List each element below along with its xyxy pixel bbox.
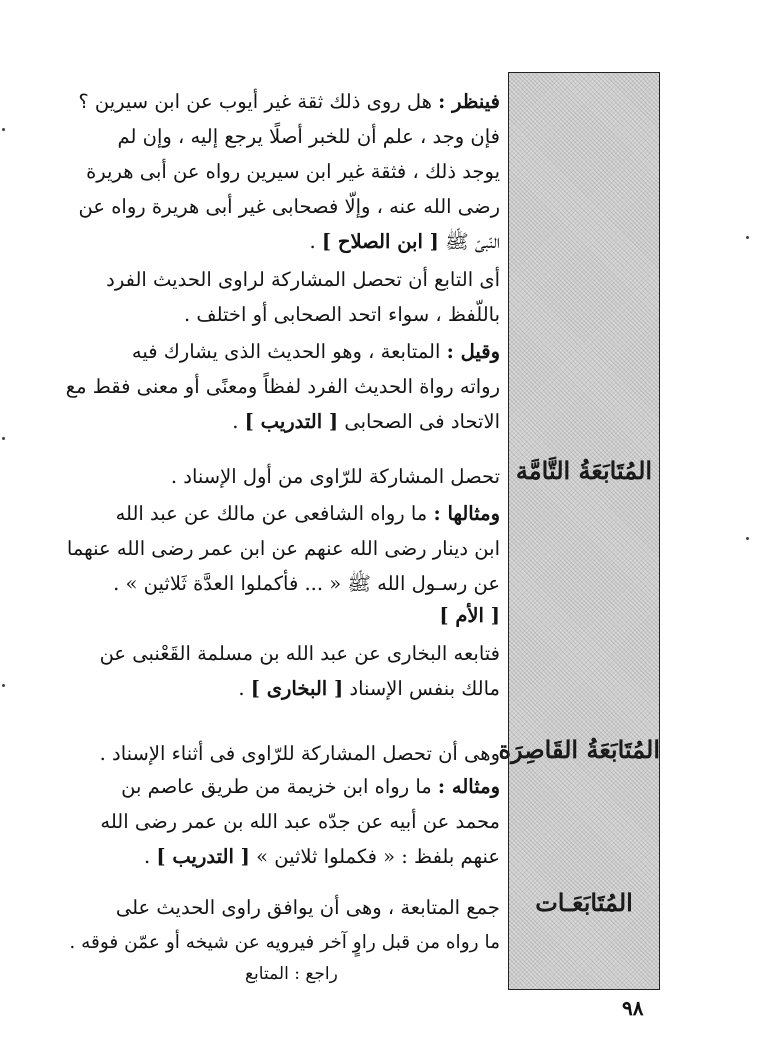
- margin-mark: [2, 128, 5, 131]
- paragraph-5-line-3: عن رسـول الله ﷺ « ... فأكملوا العدَّة ثَلاثين » .: [113, 572, 500, 595]
- paragraph-5-lead: ومثالها :: [433, 502, 500, 525]
- paragraph-4: [92, 459, 500, 494]
- paragraph-1-line-1: هل روى ذلك ثقة غير أيوب عن ابن سيرين ؟: [78, 90, 439, 113]
- source-reference: [ الأم ]: [439, 604, 500, 627]
- paragraph-3-line-2: رواته رواة الحديث الفرد لفظاً ومعنًى أو معنى فقط مع: [65, 375, 500, 398]
- paragraph-1-line-3: يوجد ذلك ، فثقة غير ابن سيرين رواه عن أبى هريرة: [86, 160, 500, 183]
- paragraph-9: [69, 890, 500, 960]
- paragraph-3-end: .: [232, 410, 245, 433]
- paragraph-6-end: .: [238, 677, 251, 700]
- source-reference: [ التدريب ]: [244, 410, 339, 433]
- paragraph-5: [66, 496, 500, 631]
- page-number: ٩٨: [622, 996, 644, 1020]
- paragraph-6-line-2: مالك بنفس الإسناد: [343, 677, 500, 700]
- paragraph-2-line-1: أى التابع أن تحصل المشاركة لراوى الحديث الفرد: [106, 268, 500, 291]
- paragraph-5-line-2: ابن دينار رضى الله عنهم عن ابن عمر رضى الله عنهما: [66, 537, 500, 560]
- see-also-note: راجع : المتابع: [245, 964, 338, 984]
- paragraph-1-line-4: رضى الله عنه ، وإلّا فصحابى غير أبى هريرة رواه عن: [78, 195, 500, 218]
- paragraph-8: [92, 769, 500, 874]
- paragraph-1-line-5: النّبىّ ﷺ: [438, 230, 500, 253]
- source-reference: [ ابن الصلاح ]: [321, 230, 439, 253]
- paragraph-7: [92, 736, 500, 771]
- side-column: [498, 72, 660, 990]
- paragraph-6-line-1: فتابعه البخارى عن عبد الله بن مسلمة القَعْنبى عن: [99, 642, 500, 665]
- margin-mark: [746, 236, 749, 239]
- paragraph-1-end: .: [309, 230, 322, 253]
- paragraph-8-line-1: ما رواه ابن خزيمة من طريق عاصم بن: [121, 775, 438, 798]
- paragraph-1-lead: فينظر :: [438, 90, 500, 113]
- source-reference: [ التدريب ]: [156, 845, 250, 868]
- paragraph-3: [65, 334, 500, 439]
- paragraph-1-line-2: فإن وجد ، علم أن للخبر أصلًا يرجع إليه ، وإن لم: [117, 125, 500, 148]
- paragraph-9-line-1: جمع المتابعة ، وهى أن يوافق راوى الحديث على: [115, 896, 500, 919]
- paragraph-3-lead: وقيل :: [446, 340, 500, 363]
- source-reference: [ البخارى ]: [250, 677, 344, 700]
- margin-mark: [2, 684, 5, 687]
- paragraph-8-line-3: عنهم بلفظ : « فكملوا ثلاثين »: [249, 845, 500, 868]
- paragraph-6: [92, 636, 500, 706]
- paragraph-2: [92, 262, 500, 332]
- paragraph-7-line-1: وهى أن تحصل المشاركة للرّاوى فى أثناء الإسناد .: [99, 742, 500, 765]
- paragraph-5-line-1: ما رواه الشافعى عن مالك عن عبد الله: [115, 502, 434, 525]
- paragraph-2-line-2: باللّفظ ، سواء اتحد الصحابى أو اختلف .: [184, 303, 500, 326]
- paragraph-9-line-2: ما رواه من قبل راوٍ آخر فيرويه عن شيخه أو عمّن فوقه .: [69, 932, 500, 953]
- paragraph-3-line-1: المتابعة ، وهو الحديث الذى يشارك فيه: [131, 340, 447, 363]
- margin-mark: [746, 537, 749, 540]
- paragraph-4-line-1: تحصل المشاركة للرّاوى من أول الإسناد .: [170, 465, 500, 488]
- side-label-followings: المُتَابَعَـات: [535, 888, 633, 917]
- side-label-partial-follow: المُتَابَعَةُ القَاصِرَة: [498, 735, 660, 764]
- paragraph-8-line-2: محمد عن أبيه عن جدّه عبد الله بن عمر رضى الله: [100, 810, 500, 833]
- paragraph-8-lead: ومثاله :: [437, 775, 500, 798]
- paragraph-8-end: .: [143, 845, 157, 868]
- margin-mark: [2, 437, 5, 440]
- paragraph-1: [78, 84, 500, 259]
- paragraph-3-line-3: الاتحاد فى الصحابى: [338, 410, 500, 433]
- side-label-full-follow: المُتَابَعَةُ التَّامَّة: [515, 456, 653, 485]
